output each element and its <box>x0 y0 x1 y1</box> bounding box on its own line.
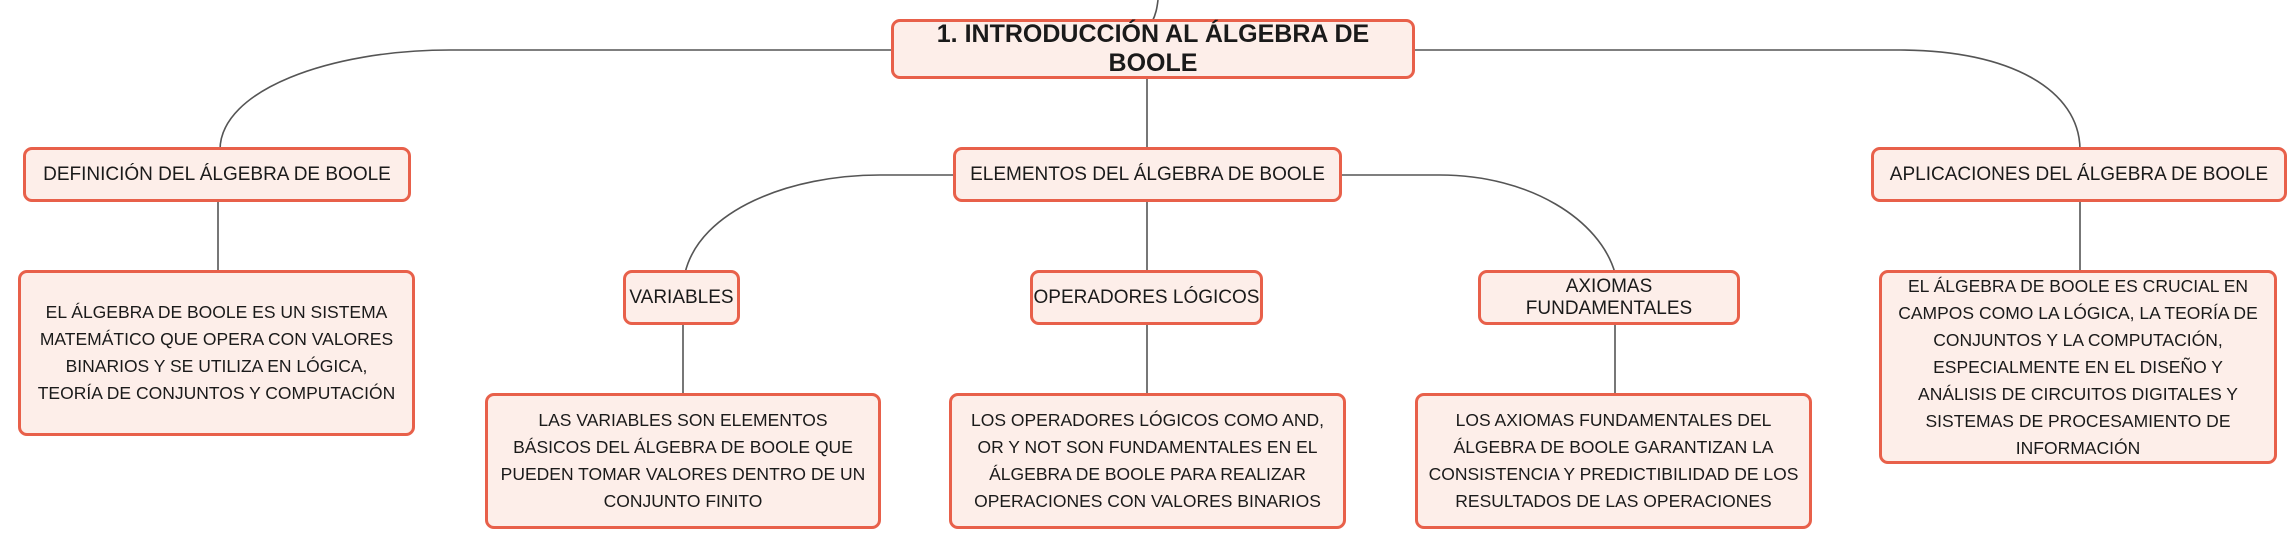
axiomas-topic-label: AXIOMAS FUNDAMENTALES <box>1525 275 1693 319</box>
axiomas-topic-node[interactable] <box>1478 270 1740 325</box>
root-topic-node[interactable] <box>891 19 1415 79</box>
operadores-topic-label: OPERADORES LÓGICOS <box>1033 286 1260 308</box>
aplicaciones-detail-node[interactable] <box>1879 270 2277 464</box>
aplicaciones-topic-node[interactable] <box>1871 147 2287 202</box>
aplicaciones-topic-label: APLICACIONES DEL ÁLGEBRA DE BOOLE <box>1889 163 2269 185</box>
variables-topic-label: VARIABLES <box>629 286 734 308</box>
axiomas-detail-text: LOS AXIOMAS FUNDAMENTALES DEL ÁLGEBRA DE BOOLE GARANTIZAN LA CONSISTENCIA Y PREDICTIBILIDAD DE LOS RESULTADOS DE LAS OPERACIONES <box>1428 410 1799 511</box>
connector-elementos-axiomas <box>1340 175 1615 273</box>
variables-detail-text: LAS VARIABLES SON ELEMENTOS BÁSICOS DEL ÁLGEBRA DE BOOLE QUE PUEDEN TOMAR VALORES DENTRO DE UN CONJUNTO FINITO <box>500 410 866 511</box>
definicion-detail-text: EL ÁLGEBRA DE BOOLE ES UN SISTEMA MATEMÁTICO QUE OPERA CON VALORES BINARIOS Y SE UTILIZA EN LÓGICA, TEORÍA DE CONJUNTOS Y COMPUTACIÓN <box>37 302 396 403</box>
definicion-topic-label: DEFINICIÓN DEL ÁLGEBRA DE BOOLE <box>43 163 391 185</box>
root-topic-label: 1. INTRODUCCIÓN AL ÁLGEBRA DE BOOLE <box>936 20 1370 77</box>
variables-detail-node[interactable] <box>485 393 881 529</box>
connector-elementos-variables <box>685 175 955 273</box>
elementos-topic-label: ELEMENTOS DEL ÁLGEBRA DE BOOLE <box>970 163 1325 185</box>
definicion-detail-node[interactable] <box>18 270 415 436</box>
operadores-topic-node[interactable] <box>1030 270 1263 325</box>
connector-root-definicion <box>220 50 895 150</box>
operadores-detail-text: LOS OPERADORES LÓGICOS COMO AND, OR Y NOT SON FUNDAMENTALES EN EL ÁLGEBRA DE BOOLE PARA REALIZAR OPERACIONES CON VALORES BINARIOS <box>971 410 1324 511</box>
operadores-detail-node[interactable] <box>949 393 1346 529</box>
connector-root-aplicaciones <box>1410 50 2080 150</box>
aplicaciones-detail-text: EL ÁLGEBRA DE BOOLE ES CRUCIAL EN CAMPOS COMO LA LÓGICA, LA TEORÍA DE CONJUNTOS Y LA COMPUTACIÓN, ESPECIALMENTE EN EL DISEÑO Y ANÁLISIS DE CIRCUITOS DIGITALES Y SISTEMAS DE PROCESAMIENTO DE INFORMACIÓN <box>1898 275 2258 458</box>
variables-topic-node[interactable] <box>623 270 740 325</box>
axiomas-detail-node[interactable] <box>1415 393 1812 529</box>
elementos-topic-node[interactable] <box>953 147 1342 202</box>
definicion-topic-node[interactable] <box>23 147 411 202</box>
